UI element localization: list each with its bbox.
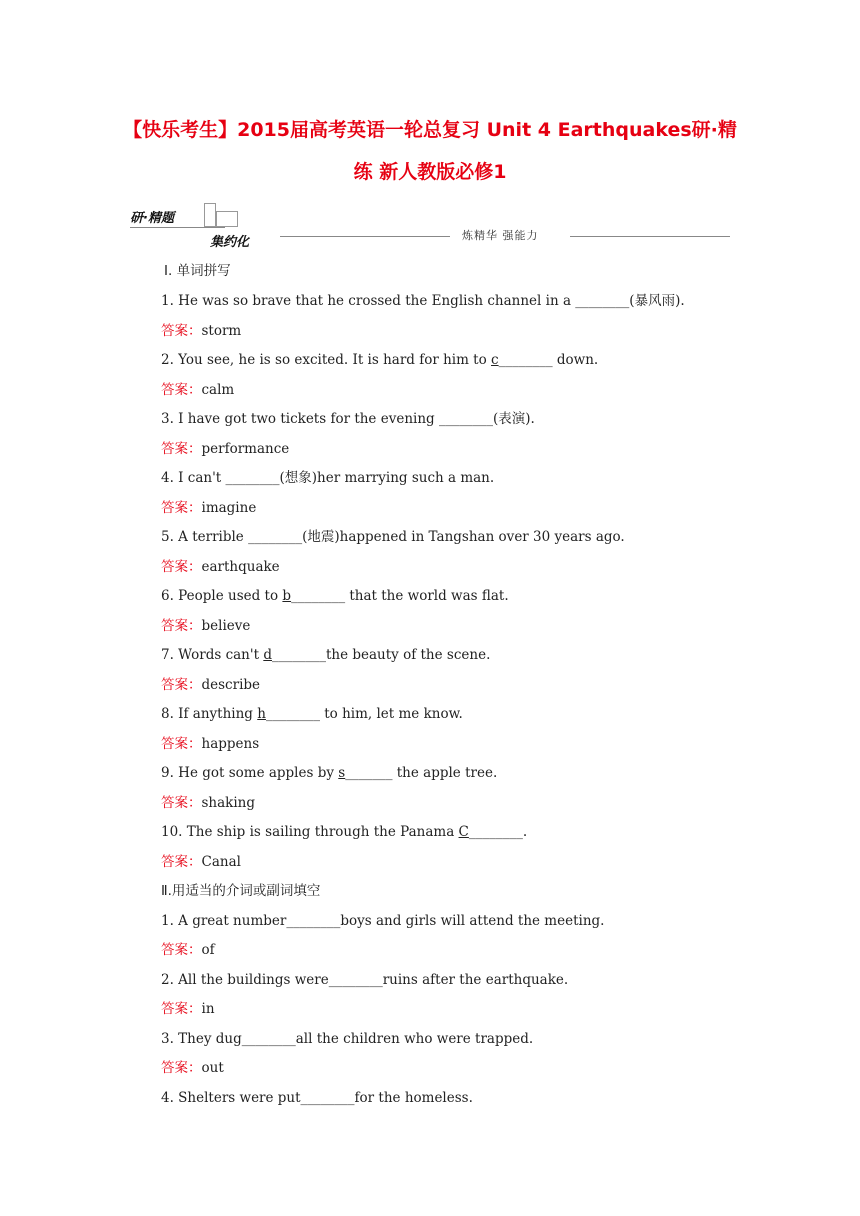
answer-value: performance [201, 441, 290, 457]
answer-label: 答案： [161, 559, 202, 575]
question-1-9: 9. He got some apples by s_______ the apple tree. [161, 765, 498, 781]
question-1-5: 5. A terrible ________(地震)happened in Tangshan over 30 years ago. [161, 529, 625, 545]
answer-1-8 [161, 735, 259, 753]
section-heading-prepositions: Ⅱ.用适当的介词或副词填空 [161, 883, 321, 899]
question-1-7: 7. Words can't d________the beauty of the scene. [161, 647, 491, 663]
question-1-2: 2. You see, he is so excited. It is hard for him to c________ down. [161, 352, 599, 368]
answer-2-2 [161, 1000, 215, 1018]
banner-rule-mid [280, 236, 450, 237]
question-1-6: 6. People used to b________ that the world was flat. [161, 588, 509, 604]
answer-label: 答案： [161, 1001, 202, 1017]
answer-value: imagine [201, 500, 257, 516]
answer-label: 答案： [161, 382, 202, 398]
answer-1-3 [161, 440, 289, 458]
answer-2-1 [161, 941, 215, 959]
answer-1-1 [161, 322, 241, 340]
answer-label: 答案： [161, 736, 202, 752]
banner-rule-right [570, 236, 730, 237]
question-2-3: 3. They dug________all the children who were trapped. [161, 1031, 534, 1047]
banner-tag-research: 研·精题 [130, 211, 174, 226]
answer-value: calm [201, 382, 235, 398]
answer-1-10 [161, 853, 241, 871]
banner-deco-box [216, 211, 238, 227]
answer-value: out [201, 1060, 224, 1076]
hint-letter: C [458, 824, 469, 840]
answer-1-4 [161, 499, 256, 517]
answer-1-5 [161, 558, 280, 576]
answer-label: 答案： [161, 618, 202, 634]
answer-label: 答案： [161, 323, 202, 339]
question-1-8: 8. If anything h________ to him, let me know. [161, 706, 463, 722]
question-1-3: 3. I have got two tickets for the evening ________(表演). [161, 411, 535, 427]
answer-1-6 [161, 617, 250, 635]
answer-value: in [201, 1001, 215, 1017]
answer-value: shaking [201, 795, 256, 811]
question-2-1: 1. A great number________boys and girls will attend the meeting. [161, 913, 605, 929]
banner-slogan: 炼精华 强能力 [462, 229, 539, 242]
hint-letter: d [263, 647, 272, 663]
answer-label: 答案： [161, 854, 202, 870]
answer-1-7 [161, 676, 260, 694]
answer-label: 答案： [161, 500, 202, 516]
section-heading-spelling: Ⅰ. 单词拼写 [164, 263, 231, 279]
section-banner [130, 203, 730, 251]
answer-label: 答案： [161, 942, 202, 958]
banner-deco-box [204, 203, 216, 227]
answer-value: describe [201, 677, 261, 693]
answer-label: 答案： [161, 441, 202, 457]
answer-label: 答案： [161, 1060, 202, 1076]
hint-letter: h [257, 706, 266, 722]
answer-value: earthquake [201, 559, 280, 575]
banner-tag-concentrate: 集约化 [210, 235, 250, 250]
document-title-line-2: 练 新人教版必修1 [353, 161, 507, 183]
question-2-4: 4. Shelters were put________for the homeless. [161, 1090, 473, 1106]
answer-value: Canal [201, 854, 241, 870]
answer-1-2 [161, 381, 234, 399]
answer-value: happens [201, 736, 260, 752]
question-2-2: 2. All the buildings were________ruins after the earthquake. [161, 972, 569, 988]
question-1-1: 1. He was so brave that he crossed the English channel in a ________(暴风雨). [161, 293, 685, 309]
answer-value: believe [201, 618, 251, 634]
hint-letter: c [491, 352, 499, 368]
banner-rule-left [130, 227, 225, 228]
hint-letter: s [338, 765, 346, 781]
document-title-line-1: 【快乐考生】2015届高考英语一轮总复习 Unit 4 Earthquakes研·精 [123, 119, 737, 141]
question-1-10: 10. The ship is sailing through the Panama C________. [161, 824, 528, 840]
hint-letter: b [282, 588, 292, 604]
question-1-4: 4. I can't ________(想象)her marrying such a man. [161, 470, 495, 486]
answer-1-9 [161, 794, 255, 812]
answer-2-3 [161, 1059, 224, 1077]
answer-value: storm [201, 323, 242, 339]
answer-label: 答案： [161, 795, 202, 811]
answer-label: 答案： [161, 677, 202, 693]
answer-value: of [201, 942, 215, 958]
